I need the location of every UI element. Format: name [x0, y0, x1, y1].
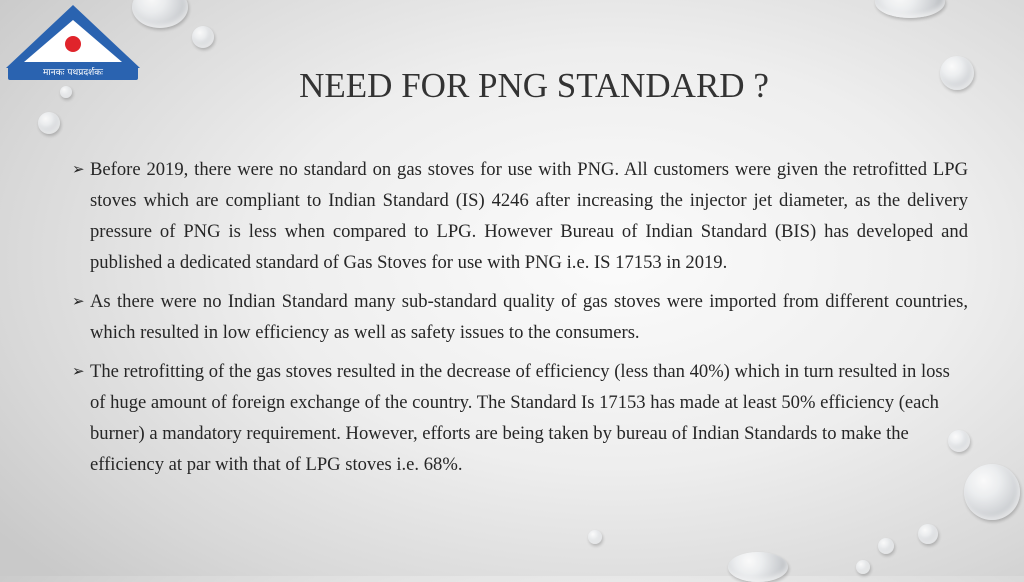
slide-title: NEED FOR PNG STANDARD ? [299, 66, 769, 105]
bullet-text: Before 2019, there were no standard on gas stoves for use with PNG. All customers were given the retrofitted LPG stoves which are compliant to Indian Standard (IS) 4246 after increasing the injector jet diameter, as the delivery pressure of PNG is less when compared to LPG. However Bureau of Indian Standard (BIS) has developed and published a dedicated standard of Gas Stoves for use with PNG i.e. IS 17153 in 2019. [90, 159, 968, 273]
water-drop-decoration [878, 538, 894, 554]
water-drop-decoration [918, 524, 938, 544]
arrow-bullet-icon: ➢ [72, 292, 85, 310]
water-drop-decoration [728, 552, 788, 582]
water-drop-decoration [875, 0, 945, 18]
water-drop-decoration [940, 56, 974, 90]
logo-motto: मानकः पथप्रदर्शकः [8, 66, 138, 80]
water-drop-decoration [192, 26, 214, 48]
water-drop-decoration [964, 464, 1020, 520]
logo-red-dot [65, 36, 81, 52]
bullet-text: The retrofitting of the gas stoves resulted in the decrease of efficiency (less than 40%) which in turn resulted in loss of huge amount of foreign exchange of the country. The Standard Is 17153 has made at least 50% efficiency (each burner) a mandatory requirement. However, efforts are being taken by bureau of Indian Standards to make the efficiency at par with that of LPG stoves i.e. 68%. [90, 361, 950, 475]
arrow-bullet-icon: ➢ [72, 362, 85, 380]
water-drop-decoration [588, 530, 602, 544]
water-drop-decoration [856, 560, 870, 574]
bullet-item [72, 286, 968, 348]
bullet-item [72, 356, 968, 480]
bullet-text: As there were no Indian Standard many sub-standard quality of gas stoves were imported from different countries, which resulted in low efficiency as well as safety issues to the consumers. [90, 291, 968, 343]
bullet-item [72, 154, 968, 278]
bullet-list [72, 154, 968, 488]
water-drop-decoration [60, 86, 72, 98]
arrow-bullet-icon: ➢ [72, 160, 85, 178]
water-drop-decoration [38, 112, 60, 134]
